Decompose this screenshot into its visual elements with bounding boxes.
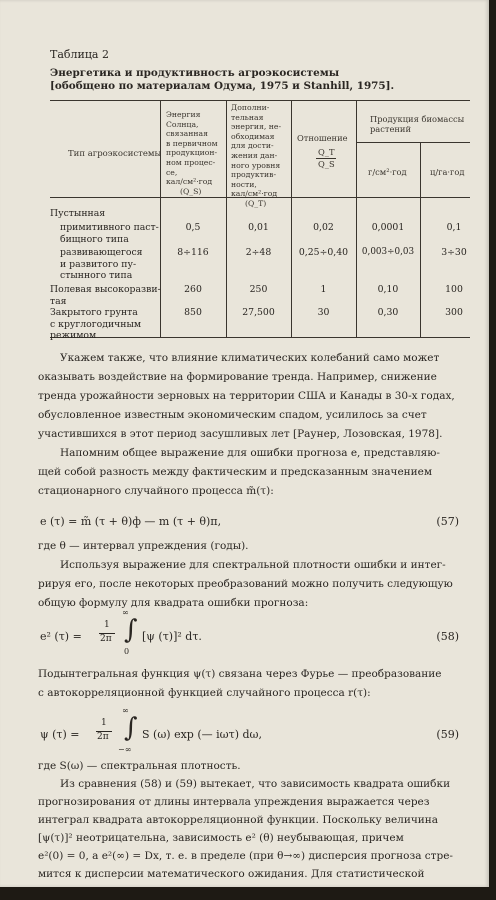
integral-sign: ∫: [124, 615, 138, 645]
integral-upper-limit: ∞: [122, 608, 129, 617]
header-ratio-numerator: Q_T: [318, 147, 335, 157]
text-line: Подынтегральная функция ψ(τ) связана через Фурье — преобразование: [38, 668, 442, 680]
cell-ratio: 30: [317, 307, 330, 318]
equation-59-integrand: S (ω) exp (— iωτ) dω,: [142, 728, 262, 741]
text-line: прогнозирования от длины интервала упреждения выражается через: [38, 796, 430, 808]
cell-qt: 27,500: [242, 307, 275, 318]
text-line: обусловленное известным экономическим спадом, усилилось за счет: [38, 409, 427, 421]
cell-prod-g: 0,0001: [371, 222, 405, 233]
text-line: с автокорреляционной функцией случайного процесса r(τ):: [38, 687, 371, 699]
cell-qt: 250: [249, 284, 268, 295]
integral-upper-limit: ∞: [122, 706, 129, 715]
row-type-developing: развивающегося и развитого пу- стынного типа: [60, 247, 143, 281]
equation-58-integrand: [ψ (τ)]² dτ.: [142, 630, 202, 643]
cell-prod-g: 0,30: [377, 307, 399, 318]
row-type-field: Полевая высокоразви- тая: [50, 284, 161, 307]
cell-qs: 260: [184, 284, 202, 295]
table-top-rule: [50, 100, 470, 101]
row-type-desert: Пустынная: [50, 208, 106, 219]
header-ratio-label: Отношение: [297, 133, 348, 143]
table-title-line-1: Энергетика и продуктивность агроэкосистемы: [50, 67, 340, 79]
cell-prod-c: 100: [445, 284, 463, 295]
cell-ratio: 0,25÷0,40: [298, 247, 349, 258]
text-line: оказывать воздействие на формирование тренда. Например, снижение: [38, 371, 437, 383]
cell-ratio: 1: [320, 284, 327, 295]
header-type: Тип агроэкосистемы: [68, 149, 162, 159]
row-type-primitive: примитивного паст- бищного типа: [60, 222, 159, 245]
equation-59-lhs: ψ (τ) =: [40, 728, 80, 741]
text-line: e²(0) = 0, а e²(∞) = Dx, т. е. в пределе (при θ→∞) дисперсия прогноза стре-: [38, 850, 453, 862]
text-line: Из сравнения (58) и (59) вытекает, что зависимость квадрата ошибки: [60, 778, 451, 790]
column-divider: [291, 100, 292, 337]
cell-prod-g: 0,003÷0,03: [361, 247, 415, 257]
integral-lower-limit: 0: [124, 647, 130, 656]
cell-prod-c: 300: [445, 307, 463, 318]
table-title-line-2: [обобщено по материалам Одума, 1975 и Stanhill, 1975].: [50, 80, 395, 92]
row-type-greenhouse: Закрытого грунта с круглогодичным режимом: [50, 307, 142, 341]
text-line: Укажем также, что влияние климатических колебаний само может: [60, 352, 440, 364]
equation-57: e (τ) = m̃ (τ + θ)ф — m (τ + θ)п,: [40, 515, 222, 528]
cell-qs: 8÷116: [177, 247, 209, 258]
text-line: Напомним общее выражение для ошибки прогноза e, представляю-: [60, 447, 440, 459]
integral-lower-limit: −∞: [118, 745, 132, 754]
equation-59-frac-den: 2π: [97, 732, 109, 742]
header-production: Продукция биомассы растений: [370, 114, 465, 134]
column-divider: [356, 100, 357, 337]
equation-59-frac-num: 1: [101, 718, 107, 728]
cell-prod-c: 3÷30: [441, 247, 467, 258]
header-prod-unit-c: ц/га·год: [430, 167, 465, 177]
cell-prod-c: 0,1: [446, 222, 462, 233]
header-solar-energy: Энергия Солнца, связанная в первичном продукцион- ном процес- се, кал/см²·год (Q_S): [166, 110, 218, 196]
equation-number-58: (58): [436, 630, 459, 643]
text-line: где S(ω) — спектральная плотность.: [38, 760, 241, 772]
text-line: стационарного случайного процесса m̃(τ):: [38, 485, 274, 497]
text-line: интеграл квадрата автокорреляционной функции. Поскольку величина: [38, 814, 439, 826]
column-divider: [226, 100, 227, 337]
equation-number-59: (59): [436, 728, 459, 741]
cell-qt: 2÷48: [245, 247, 272, 258]
text-line: где θ — интервал упреждения (годы).: [38, 540, 249, 552]
cell-ratio: 0,02: [313, 222, 334, 233]
text-line: рируя его, после некоторых преобразований можно получить следующую: [38, 578, 453, 590]
header-prod-unit-g: г/см²·год: [368, 167, 407, 177]
equation-58-frac-num: 1: [104, 620, 110, 630]
equation-number-57: (57): [436, 515, 459, 528]
equation-58-lhs: e² (τ) =: [40, 630, 82, 643]
cell-prod-g: 0,10: [377, 284, 399, 295]
text-line: Используя выражение для спектральной плотности ошибки и интег-: [60, 559, 446, 571]
integral-sign: ∫: [124, 713, 138, 743]
header-additional-energy: Дополни- тельная энергия, не- обходимая для дости- жения дан- ного уровня продуктив- ности, кал/см²·год (Q_T): [231, 103, 282, 208]
cell-qs: 850: [184, 307, 202, 318]
text-line: [ψ(τ)]² неотрицательна, зависимость e² (θ) неубывающая, причем: [38, 832, 404, 844]
production-subheader-rule: [356, 142, 470, 143]
text-line: участившихся в этот период засушливых лет [Раунер, Лозовская, 1978].: [38, 428, 443, 440]
table-caption: Таблица 2: [50, 48, 109, 61]
header-ratio-denominator: Q_S: [318, 159, 335, 169]
equation-58-frac-den: 2π: [100, 634, 112, 644]
text-line: тренда урожайности зерновых на территории США и Канады в 30-х годах,: [38, 390, 455, 402]
cell-qt: 0,01: [248, 222, 269, 233]
cell-qs: 0,5: [185, 222, 201, 233]
text-line: общую формулу для квадрата ошибки прогноза:: [38, 597, 309, 609]
text-line: мится к дисперсии математического ожидания. Для статистической: [38, 868, 425, 880]
text-line: щей собой разность между фактическим и предсказанным значением: [38, 466, 433, 478]
